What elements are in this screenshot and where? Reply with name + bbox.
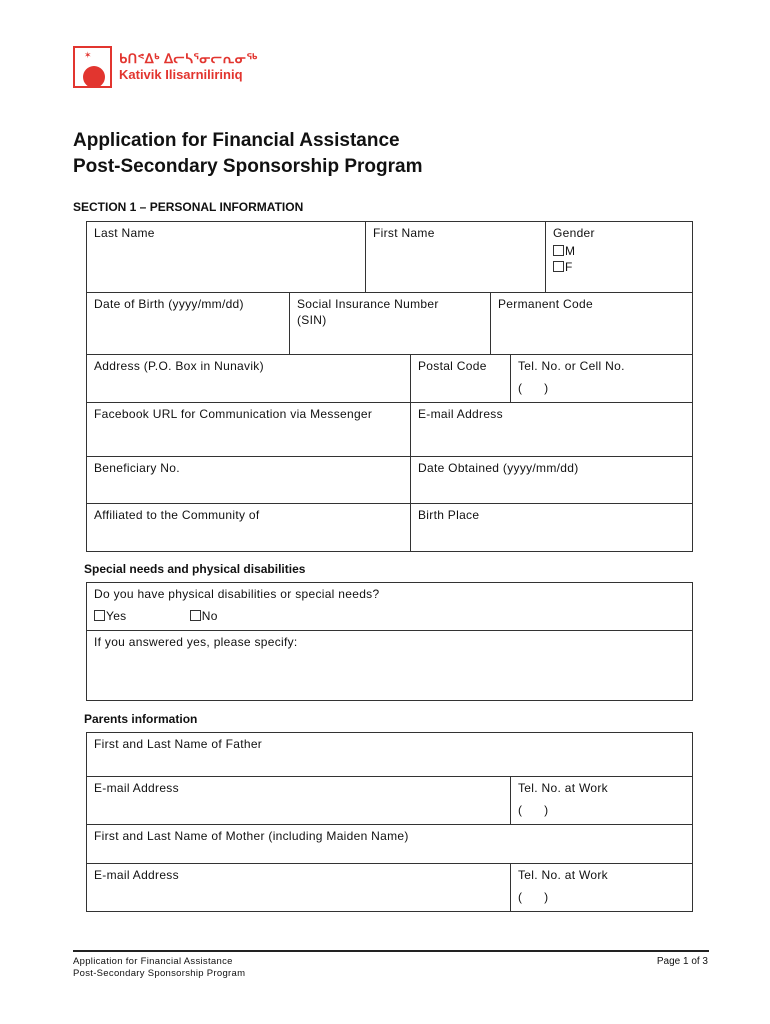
gender-label: Gender [553,226,595,240]
footer-divider [73,950,709,952]
dob-field[interactable] [86,292,290,355]
mother-tel-area-code: ( ) [518,890,549,904]
sin-field[interactable] [289,292,491,355]
tel-field[interactable] [510,354,693,403]
document-title [73,128,422,180]
gender-f-label: F [565,260,573,274]
email-field[interactable] [410,402,693,457]
section-1-heading: SECTION 1 – PERSONAL INFORMATION [73,200,304,214]
last-name-field[interactable] [86,221,366,293]
footer-line-2: Post-Secondary Sponsorship Program [73,968,246,979]
gender-m-checkbox[interactable] [553,245,564,256]
last-name-label: Last Name [94,226,155,240]
father-name-label: First and Last Name of Father [94,737,263,751]
birth-place-label: Birth Place [418,508,480,522]
postal-code-field[interactable] [410,354,511,403]
org-name-roman: Kativik Ilisarniliriniq [119,67,243,82]
mother-name-label: First and Last Name of Mother (including Maiden Name) [94,829,409,843]
address-field[interactable] [86,354,411,403]
date-obtained-label: Date Obtained (yyyy/mm/dd) [418,461,579,475]
org-logo [73,46,258,88]
beneficiary-field[interactable] [86,456,411,504]
facebook-field[interactable] [86,402,411,457]
father-tel-label: Tel. No. at Work [518,781,608,795]
father-email-field[interactable] [86,776,511,825]
gender-m-label: M [565,244,576,258]
father-tel-field[interactable] [510,776,693,825]
sin-label-line-2: (SIN) [297,313,327,327]
mother-tel-label: Tel. No. at Work [518,868,608,882]
postal-code-label: Postal Code [418,359,487,373]
mother-tel-field[interactable] [510,863,693,912]
title-line-1: Application for Financial Assistance [73,130,400,151]
facebook-label: Facebook URL for Communication via Messenger [94,407,373,421]
special-needs-yes-checkbox[interactable] [94,610,105,621]
tel-label: Tel. No. or Cell No. [518,359,625,373]
org-name [119,51,258,83]
gender-field [545,221,693,293]
birth-place-field[interactable] [410,503,693,552]
permanent-code-field[interactable] [490,292,693,355]
tel-area-code: ( ) [518,381,549,395]
affiliated-community-label: Affiliated to the Community of [94,508,260,522]
org-name-syllabics: ᑲᑎᕝᐃᒃ ᐃᓕᓴᕐᓂᓕᕆᓂᖅ [119,51,258,66]
affiliated-community-field[interactable] [86,503,411,552]
special-needs-no-checkbox[interactable] [190,610,201,621]
footer-document-title [73,956,245,980]
special-needs-heading: Special needs and physical disabilities [84,562,306,576]
parents-heading: Parents information [84,712,198,726]
gender-f-checkbox[interactable] [553,261,564,272]
father-name-field[interactable] [86,732,693,777]
mother-email-label: E-mail Address [94,868,179,882]
logo-mark-icon: ✶ [73,46,112,88]
permanent-code-label: Permanent Code [498,297,593,311]
special-needs-question: Do you have physical disabilities or special needs? [94,587,380,601]
mother-email-field[interactable] [86,863,511,912]
special-needs-specify-label: If you answered yes, please specify: [94,635,298,649]
special-needs-no-label: No [201,609,218,623]
page-number: Page 1 of 3 [656,956,708,967]
title-line-2: Post-Secondary Sponsorship Program [73,156,423,177]
special-needs-specify-field[interactable] [86,630,693,701]
mother-name-field[interactable] [86,824,693,864]
special-needs-yes-label: Yes [106,609,127,623]
first-name-field[interactable] [365,221,546,293]
email-label: E-mail Address [418,407,503,421]
sin-label-line-1: Social Insurance Number [297,297,439,311]
beneficiary-label: Beneficiary No. [94,461,180,475]
footer-line-1: Application for Financial Assistance [73,956,233,967]
dob-label: Date of Birth (yyyy/mm/dd) [94,297,244,311]
date-obtained-field[interactable] [410,456,693,504]
first-name-label: First Name [373,226,435,240]
special-needs-question-box [86,582,693,631]
father-email-label: E-mail Address [94,781,179,795]
father-tel-area-code: ( ) [518,803,549,817]
address-label: Address (P.O. Box in Nunavik) [94,359,264,373]
